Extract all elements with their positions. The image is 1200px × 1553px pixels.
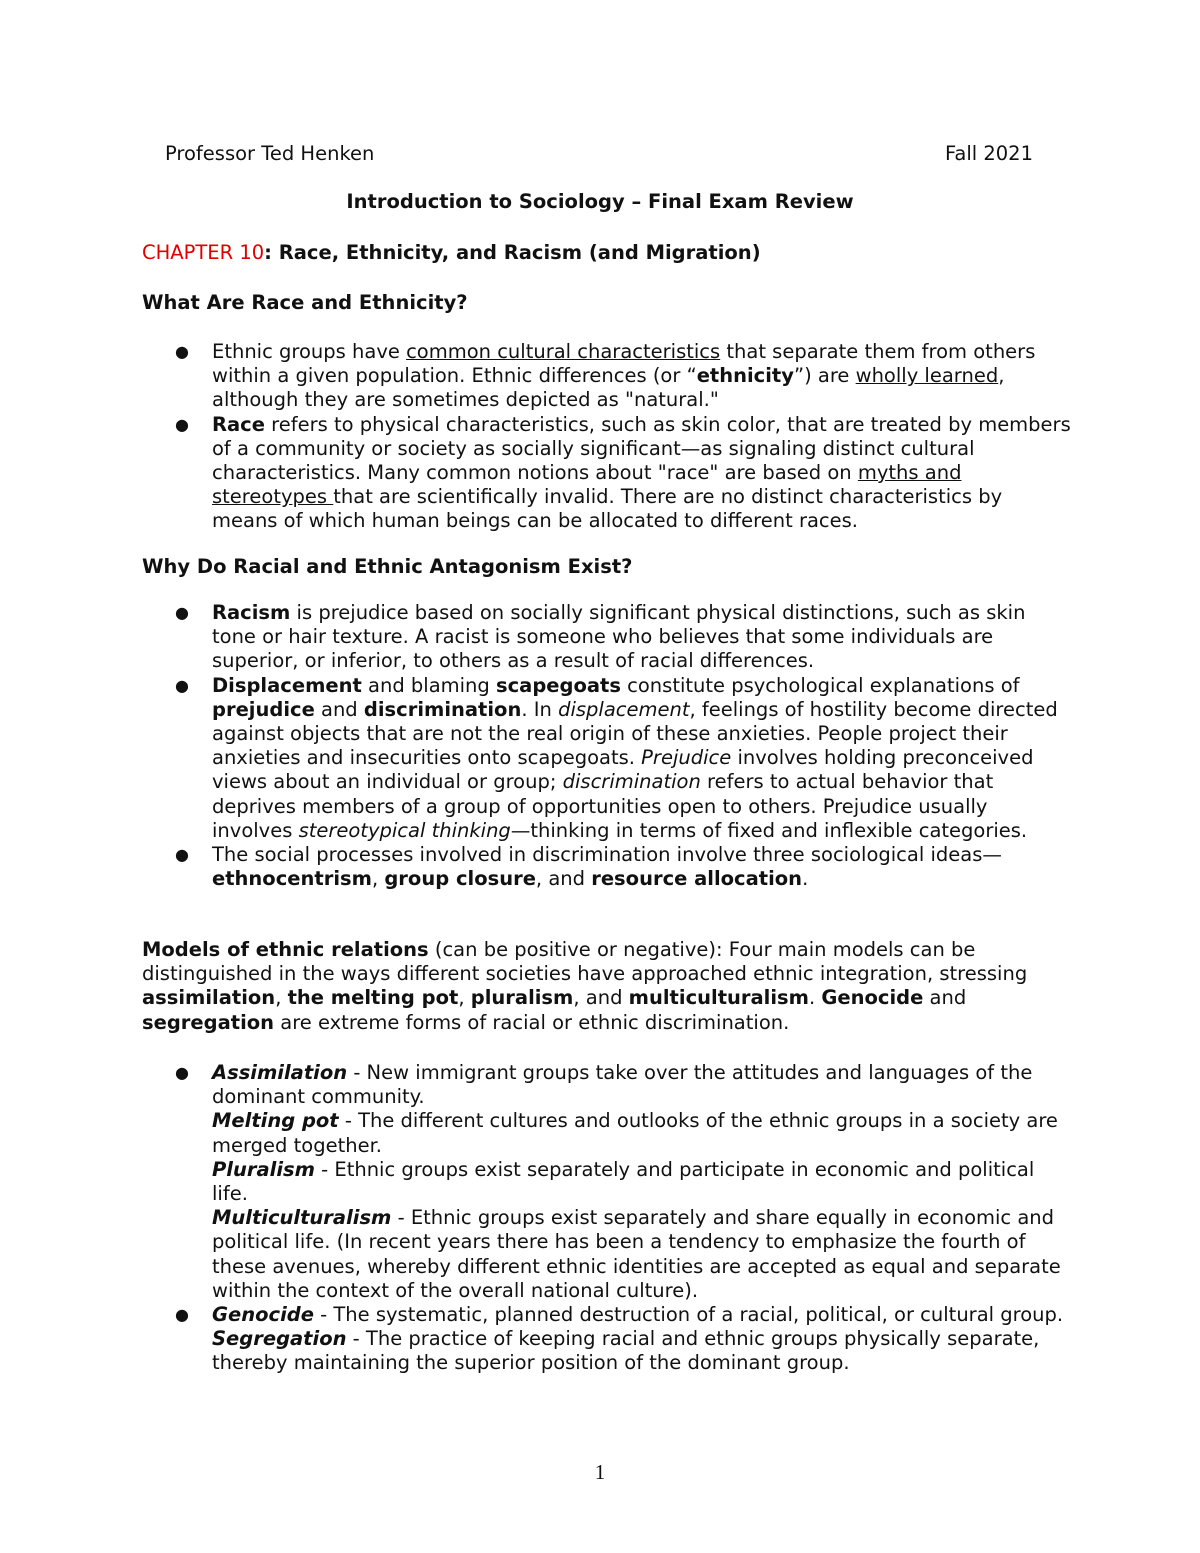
models-list <box>142 1061 1072 1376</box>
definition: - New immigrant groups take over the attitudes and languages of the dominant community. <box>212 1061 1033 1109</box>
underlined-term: myths and stereotypes <box>212 461 962 509</box>
term-assimilation: Assimilation <box>212 1061 348 1084</box>
definition-line <box>212 1327 1072 1375</box>
list-item <box>142 1061 1072 1303</box>
text: , <box>275 986 288 1010</box>
page-header <box>165 142 1033 168</box>
italic-term: stereotypical thinking <box>298 818 511 842</box>
definition-line <box>212 1206 1072 1303</box>
text: Ethnic groups have <box>212 340 407 363</box>
text: is prejudice based on socially significant physical distinctions, such as skin tone or hair texture. A racist is someone who believes that some individuals are superior, or inferior, to others as a result of racial differences. <box>212 601 1026 673</box>
bullet-icon: ● <box>175 342 189 361</box>
text: and <box>314 697 364 721</box>
text: , and <box>573 986 629 1010</box>
italic-term: displacement <box>558 697 690 721</box>
bold-term: scapegoats <box>496 673 621 697</box>
bold-term: prejudice <box>212 697 315 721</box>
italic-term: discrimination <box>562 770 701 794</box>
chapter-heading <box>142 241 761 264</box>
text: , although they are sometimes depicted as "natural." <box>212 364 1005 412</box>
definition: - The systematic, planned destruction of a racial, political, or cultural group. <box>313 1303 1064 1327</box>
document-title: Introduction to Sociology – Final Exam Review <box>346 190 854 213</box>
text: refers to actual behavior that deprives members of a group of opportunities open to others. Prejudice usually involves <box>212 770 994 842</box>
models-paragraph <box>142 938 1054 1035</box>
bold-term: Models of ethnic relations <box>142 938 429 961</box>
bold-term: multiculturalism <box>628 986 809 1010</box>
text: that separate them from others within a given population. Ethnic differences (or “ <box>212 340 1036 388</box>
list-item <box>142 843 1072 891</box>
underlined-term: common cultural characteristics <box>406 340 721 363</box>
text: , <box>371 867 385 891</box>
bold-term: Genocide <box>821 986 924 1010</box>
chapter-title: : Race, Ethnicity, and Racism (and Migration) <box>264 241 761 264</box>
term-label: Fall 2021 <box>944 142 1033 165</box>
bold-term: Racism <box>212 601 291 624</box>
bold-term: ethnicity <box>696 364 794 388</box>
list-item <box>142 674 1072 843</box>
bold-term: Displacement <box>212 673 362 697</box>
definition: - The different cultures and outlooks of the ethnic groups in a society are merged together. <box>212 1109 1058 1157</box>
bold-term: resource allocation <box>591 867 803 891</box>
text: constitute psychological explanations of <box>620 673 1020 697</box>
definition: - Ethnic groups exist separately and participate in economic and political life. <box>212 1157 1035 1206</box>
list-item <box>142 413 1072 534</box>
term-segregation: Segregation <box>212 1327 347 1351</box>
text: —thinking in terms of fixed and inflexible categories. <box>510 818 1028 842</box>
definition-line <box>212 1109 1072 1157</box>
text: refers to physical characteristics, such as skin color, that are treated by members of a community or society as socially significant—as signaling distinct cultural characteristics. Many common notions about "race" are based on <box>212 412 1071 485</box>
text: , feelings of hostility become directed against objects that are not the real origin of these anxieties. People project their anxieties and insecurities onto scapegoats. <box>212 697 1058 770</box>
race-ethnicity-list <box>142 340 1072 534</box>
definition: - The practice of keeping racial and ethnic groups physically separate, thereby maintaining the superior position of the dominant group. <box>212 1327 1040 1375</box>
term-melting-pot: Melting pot <box>212 1109 339 1133</box>
section-heading-race-ethnicity: What Are Race and Ethnicity? <box>142 291 468 314</box>
instructor-name: Professor Ted Henken <box>165 142 375 165</box>
bullet-icon: ● <box>175 414 189 434</box>
text: and blaming <box>361 673 496 697</box>
italic-term: Prejudice <box>641 746 732 770</box>
text: . <box>802 867 809 891</box>
text: that are scientifically invalid. There are no distinct characteristics by means of which human beings can be allocated to different races. <box>212 485 1003 533</box>
bold-term: assimilation <box>142 986 276 1010</box>
term-genocide: Genocide <box>212 1303 314 1327</box>
page-number: 1 <box>594 1460 606 1484</box>
bullet-icon: ● <box>175 1305 189 1325</box>
bullet-icon: ● <box>175 845 189 865</box>
bold-term: segregation <box>142 1010 275 1034</box>
text: and <box>923 986 967 1010</box>
antagonism-list <box>142 601 1072 891</box>
section-heading-antagonism: Why Do Racial and Ethnic Antagonism Exist? <box>142 555 633 578</box>
list-item <box>142 1303 1072 1376</box>
text: , and <box>535 867 592 891</box>
term-multiculturalism: Multiculturalism <box>212 1206 392 1230</box>
definition-line <box>212 1061 1072 1109</box>
text: ”) are <box>793 364 856 388</box>
text: involves holding preconceived views about an individual or group; <box>212 746 1034 794</box>
bold-term: Race <box>212 412 265 436</box>
bold-term: pluralism <box>470 986 574 1010</box>
bold-term: the melting pot <box>287 986 459 1010</box>
definition-line <box>212 1158 1072 1206</box>
definition-line <box>212 1303 1072 1327</box>
bullet-icon: ● <box>175 675 189 695</box>
text: (can be positive or negative): Four main models can be distinguished in the ways different societies have approached ethnic integration, stressing <box>142 938 1028 986</box>
bold-term: group closure <box>384 867 536 891</box>
text: . <box>808 986 822 1010</box>
list-item <box>142 601 1072 674</box>
bold-term: discrimination <box>363 697 522 721</box>
term-pluralism: Pluralism <box>212 1157 315 1181</box>
text: are extreme forms of racial or ethnic discrimination. <box>274 1010 790 1034</box>
bullet-icon: ● <box>175 1063 189 1082</box>
list-item <box>142 340 1072 413</box>
text: , <box>458 986 471 1010</box>
bullet-icon: ● <box>175 603 189 622</box>
text: . In <box>521 697 559 721</box>
chapter-number: CHAPTER 10 <box>142 241 265 264</box>
bold-term: ethnocentrism <box>212 867 372 891</box>
definition: - Ethnic groups exist separately and share equally in economic and political life. (In recent years there has been a tendency to emphasize the fourth of these avenues, whereby different ethnic identities are accepted as equal and separate within the context of the overall national culture). <box>212 1206 1061 1302</box>
text: The social processes involved in discrimination involve three sociological ideas— <box>212 843 1002 867</box>
underlined-term: wholly learned <box>855 364 999 388</box>
